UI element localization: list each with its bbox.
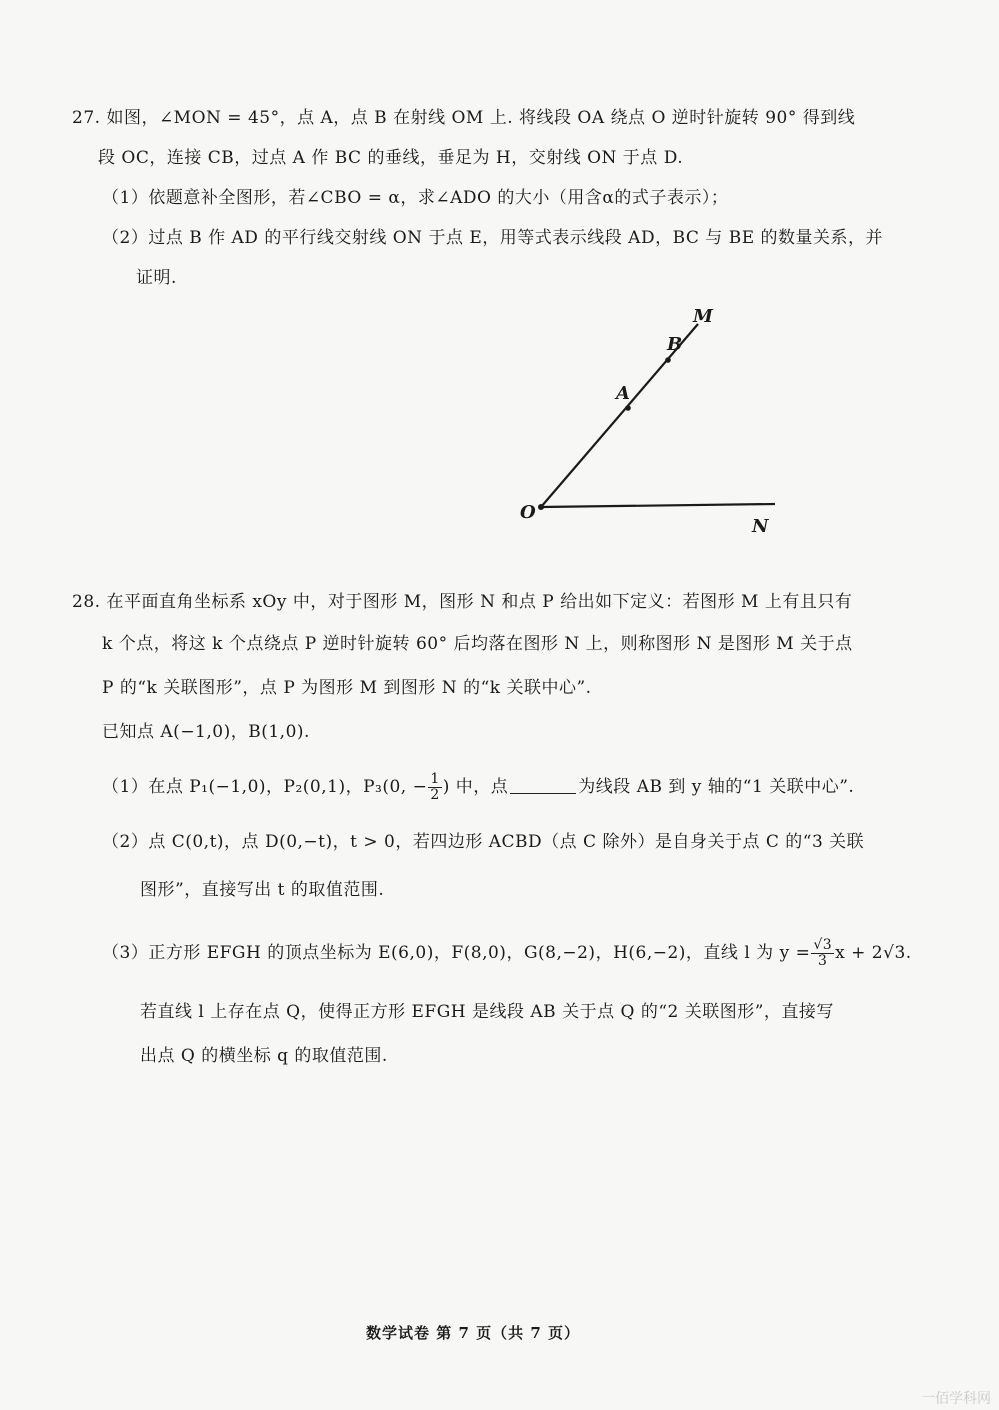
label-B: B: [667, 334, 683, 355]
q28-part1: [102, 772, 854, 803]
q28-part3-line3: 出点 Q 的横坐标 q 的取值范围.: [140, 1046, 388, 1066]
q27-part2-line2: 证明.: [136, 268, 177, 288]
q28-part1-fraction: $\frac{1}{2}$: [430, 771, 440, 803]
label-A: A: [616, 383, 630, 404]
q28-line1: 28. 在平面直角坐标系 xOy 中，对于图形 M，图形 N 和点 P 给出如下定义：若图形 M 上有且只有: [72, 592, 853, 612]
q28-part3-line1: [102, 938, 912, 969]
q27-line2: 段 OC，连接 CB，过点 A 作 BC 的垂线，垂足为 H，交射线 ON 于点 D.: [98, 148, 684, 168]
answer-blank[interactable]: [510, 775, 576, 794]
label-O: O: [520, 502, 536, 523]
q28-part3-fraction: $\frac{√3}{3}$: [813, 937, 833, 969]
q28-given: 已知点 A(−1,0)，B(1,0).: [102, 722, 310, 742]
point-O: [538, 504, 544, 510]
q27-line1: 27. 如图，∠MON = 45°，点 A，点 B 在射线 OM 上. 将线段 OA 绕点 O 逆时针旋转 90° 得到线: [72, 108, 856, 128]
q28-part2-line1: （2）点 C(0,t)，点 D(0,−t)，t > 0，若四边形 ACBD（点 C 除外）是自身关于点 C 的“3 关联: [102, 832, 865, 852]
ray-ON: [541, 504, 775, 507]
watermark: 一佰学科网: [921, 1391, 991, 1407]
q27-part1: （1）依题意补全图形，若∠CBO = α，求∠ADO 的大小（用含α的式子表示）；: [102, 188, 729, 208]
label-M: M: [693, 306, 713, 327]
q28-part1-mid: ) 中，点: [442, 777, 509, 797]
page-footer: 数学试卷 第 7 页（共 7 页）: [366, 1324, 580, 1342]
q28-line3: P 的“k 关联图形”，点 P 为图形 M 到图形 N 的“k 关联中心”.: [102, 678, 592, 698]
q28-part3-before: （3）正方形 EFGH 的顶点坐标为 E(6,0)，F(8,0)，G(8,−2)，H(6,−2)，直线 l 为 y =: [102, 943, 811, 963]
q28-part1-after: 为线段 AB 到 y 轴的“1 关联中心”.: [578, 777, 855, 797]
point-A: [625, 405, 631, 411]
q28-line2: k 个点，将这 k 个点绕点 P 逆时针旋转 60° 后均落在图形 N 上，则称图形 N 是图形 M 关于点: [102, 634, 853, 654]
q28-part3-after: x + 2√3.: [835, 943, 912, 963]
q28-part2-line2: 图形”，直接写出 t 的取值范围.: [140, 880, 385, 900]
label-N: N: [752, 516, 769, 537]
q28-part1-before: （1）在点 P₁(−1,0)，P₂(0,1)，P₃(0, −: [102, 777, 428, 797]
point-B: [665, 357, 671, 363]
q28-part3-line2: 若直线 l 上存在点 Q，使得正方形 EFGH 是线段 AB 关于点 Q 的“2 关联图形”，直接写: [140, 1002, 834, 1022]
q27-part2-line1: （2）过点 B 作 AD 的平行线交射线 ON 于点 E，用等式表示线段 AD，BC 与 BE 的数量关系，并: [102, 228, 884, 248]
